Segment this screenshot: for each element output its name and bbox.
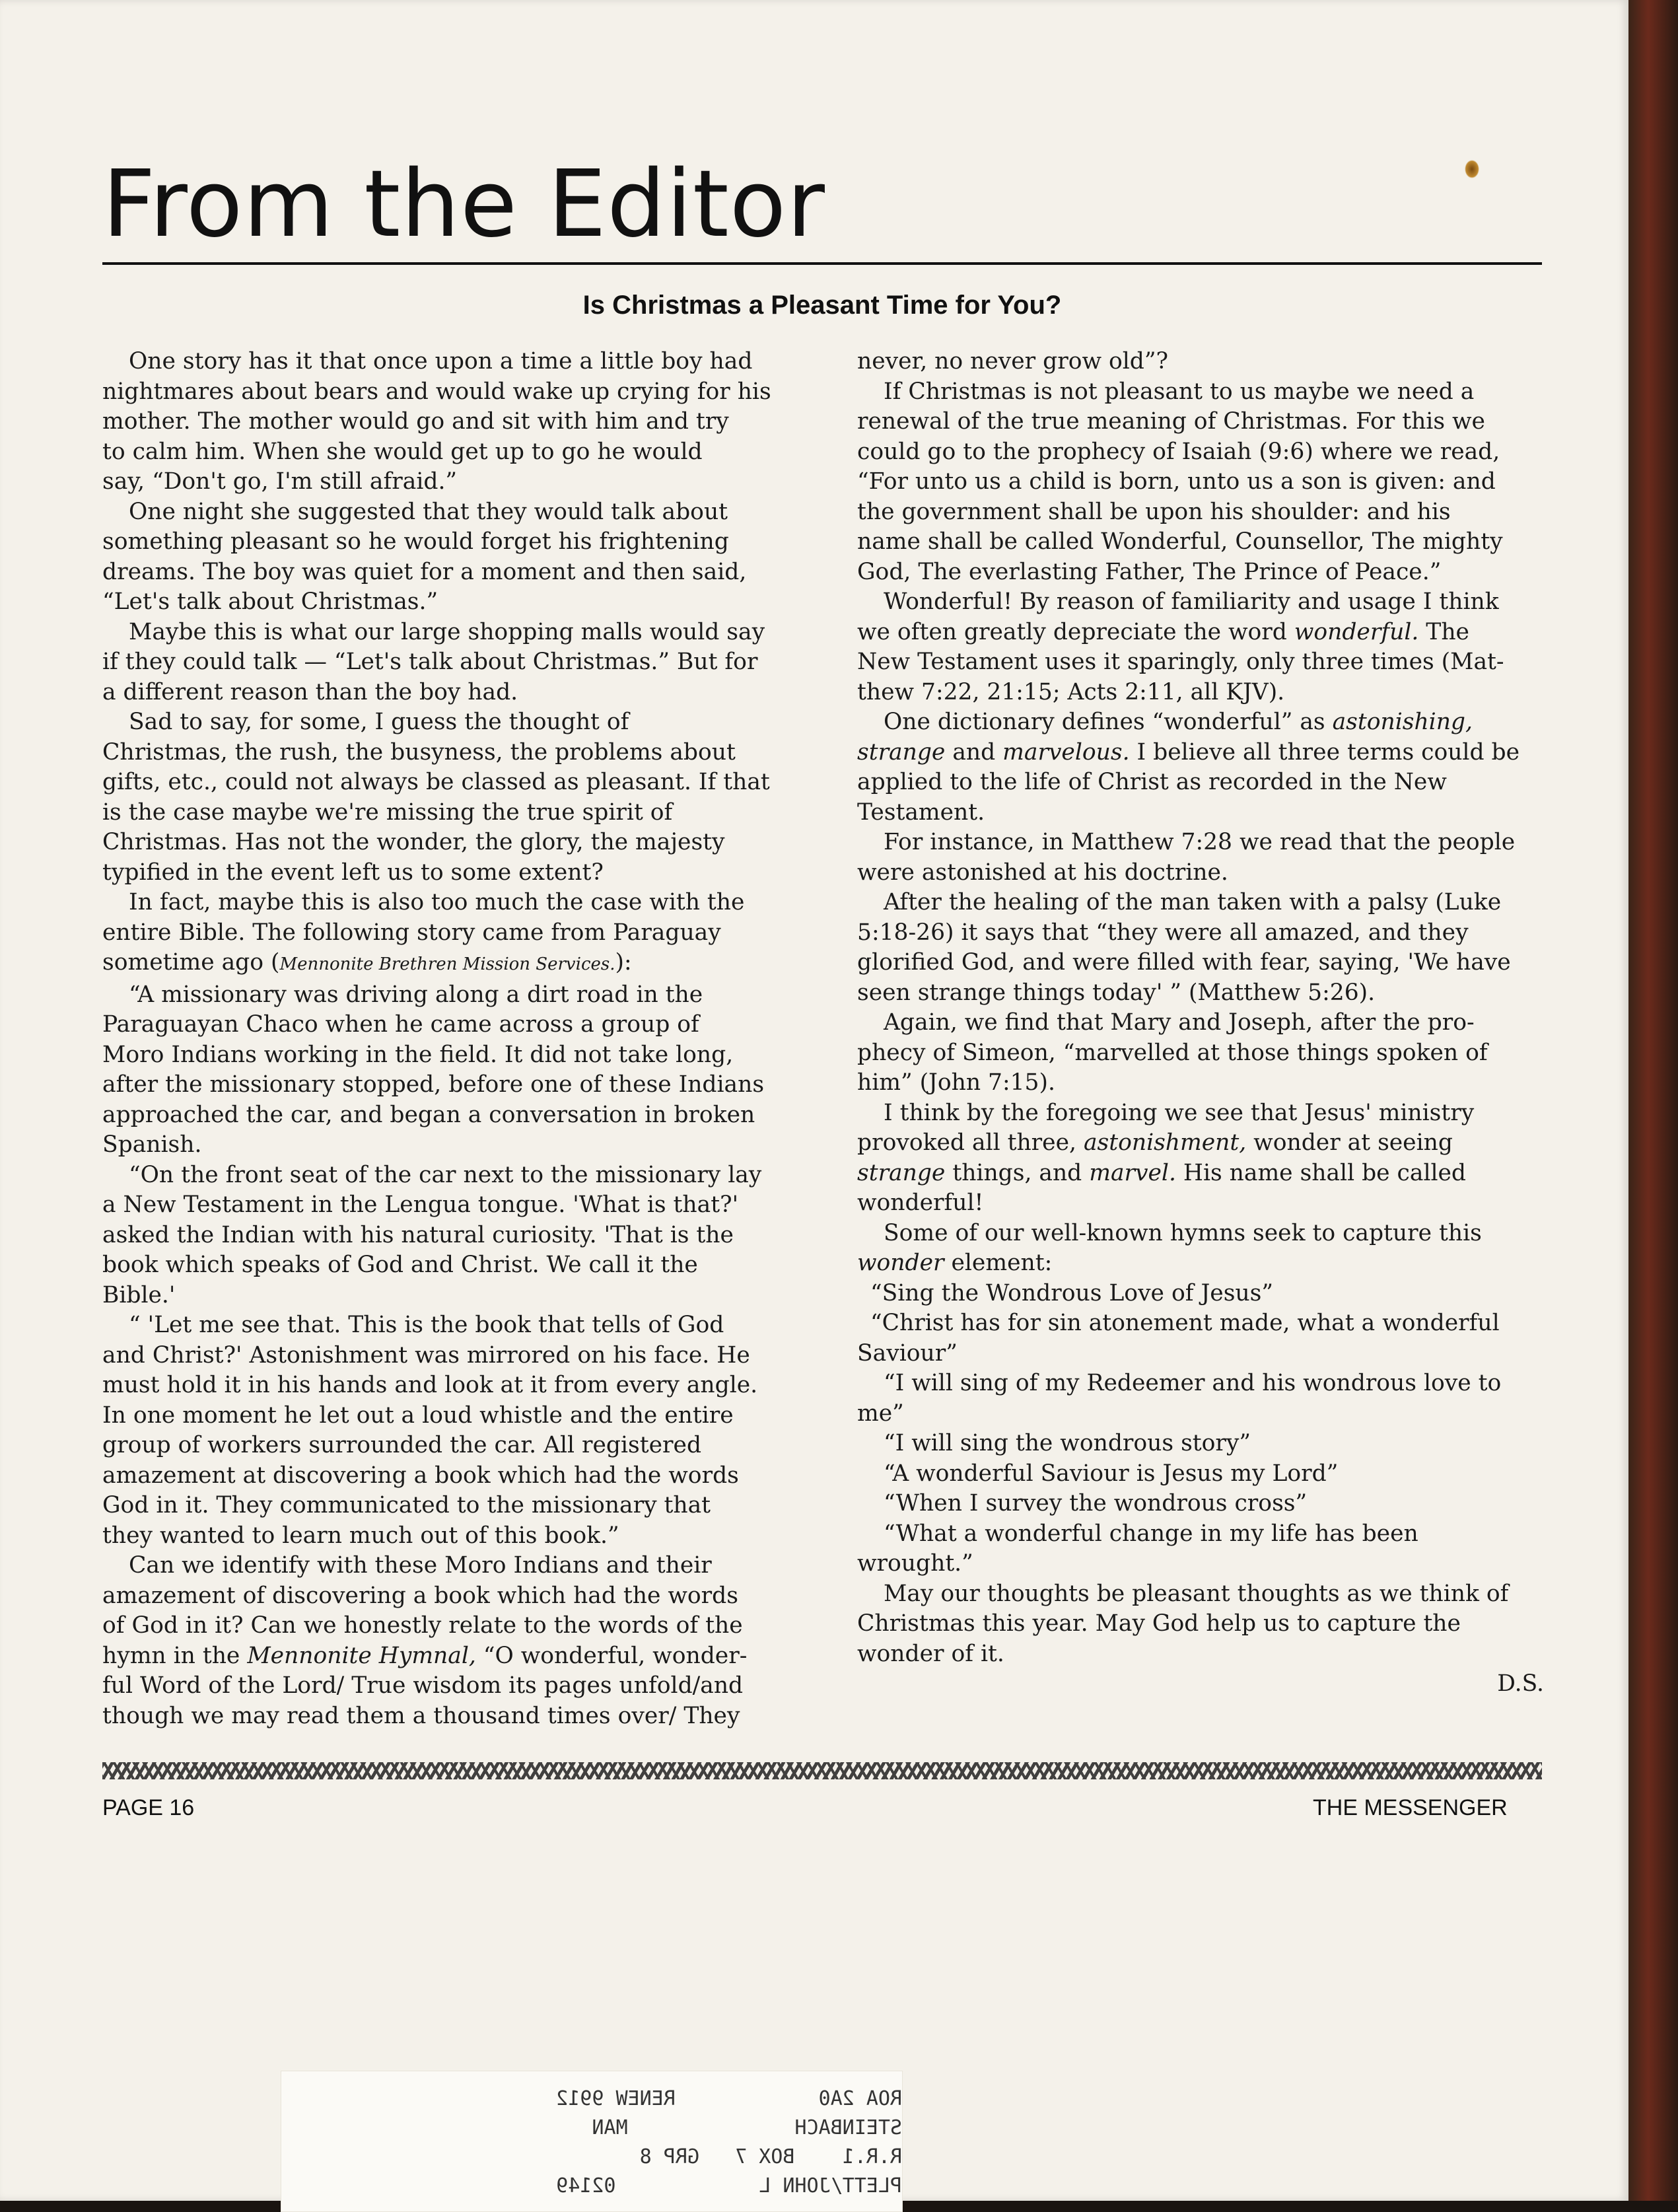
hymnal-name: Mennonite Hymnal, [247,1642,476,1669]
line-text: sometime ago ( [102,949,280,976]
hymn-title: Saviour” [857,1339,958,1367]
paragraph-line: amazement at discovering a book which had the words [102,1462,739,1489]
hymn-title: “What a wonderful change in my life has been [884,1520,1418,1547]
editor-signature: D.S. [1497,1670,1544,1697]
paragraph-line: I think by the foregoing we see that Jesus' ministry [884,1099,1475,1126]
paragraph-line: For instance, in Matthew 7:28 we read that the people [884,829,1516,855]
paragraph-line: him” (John 7:15). [857,1069,1055,1096]
paragraph-line: a New Testament in the Lengua tongue. 'What is that?' [102,1192,739,1218]
paragraph-line: and Christ?' Astonishment was mirrored on his face. He [102,1341,750,1369]
paragraph-line: In fact, maybe this is also too much the case with the [129,889,745,915]
paragraph-line [857,738,1544,768]
hymn-title: “A wonderful Saviour is Jesus my Lord” [884,1460,1339,1487]
paragraph-line: “Let's talk about Christmas.” [102,589,438,615]
paragraph-line: mother. The mother would go and sit with him and try [102,408,729,435]
paragraph-line [857,1159,1544,1189]
paragraph-line: Wonderful! By reason of familiarity and usage I think [884,589,1499,615]
paragraph-line: After the healing of the man taken with a palsy (Luke [884,889,1502,915]
page-title: From the Editor [102,151,825,258]
hymn-title: wrought.” [857,1550,973,1577]
paragraph-line [857,618,1544,648]
hymn-title: “I will sing of my Redeemer and his wondrous love to [884,1370,1502,1396]
paragraph-line: applied to the life of Christ as recorded in the New [857,769,1447,795]
paragraph-line: never, no never grow old”? [857,348,1169,375]
page-number: PAGE 16 [102,1795,195,1820]
paragraph-line: something pleasant so he would forget his frightening [102,528,729,555]
emphasis-word: astonishing, [1332,709,1473,735]
paragraph-line: Spanish. [102,1131,202,1158]
paragraph-line: One story has it that once upon a time a little boy had [129,348,753,375]
paragraph-line: dreams. The boy was quiet for a moment and then said, [102,558,747,585]
line-text: His name shall be called [1175,1159,1467,1186]
paragraph-line: the government shall be upon his shoulder: and his [857,498,1451,525]
paragraph-line: Maybe this is what our large shopping malls would say [129,618,765,645]
line-text: things, and [945,1159,1090,1186]
line-text: element: [944,1250,1053,1276]
paragraph-line: Some of our well-known hymns seek to capture this [884,1219,1482,1246]
line-text: ): [615,949,632,976]
mailing-label [281,2071,903,2212]
paragraph-line: Christmas. Has not the wonder, the glory, the majesty [102,829,725,855]
paragraph-line: were astonished at his doctrine. [857,859,1228,886]
decorative-border [102,1762,1542,1779]
paragraph-line: In one moment he let out a loud whistle and the entire [102,1402,734,1429]
paragraph-line: Moro Indians working in the field. It did not take long, [102,1041,734,1068]
emphasis-word: marvel. [1089,1159,1176,1186]
paragraph-line: One night she suggested that they would talk about [129,498,728,525]
paragraph-line: entire Bible. The following story came from Paraguay [102,919,721,946]
emphasis-word: strange [857,738,946,766]
paragraph-line: asked the Indian with his natural curiosity. 'That is the [102,1221,734,1248]
line-text: “O wonderful, wonder- [475,1642,748,1669]
line-text: The [1418,618,1469,645]
emphasis-word: astonishment, [1083,1129,1247,1156]
paragraph-line: Can we identify with these Moro Indians and their [129,1552,712,1579]
label-line: PLETT/JOHN L 02149 [556,2174,902,2197]
paragraph-line: wonder of it. [857,1640,1004,1667]
hymn-title: “Christ has for sin atonement made, what a wonderful [870,1310,1500,1336]
paragraph-line: Again, we find that Mary and Joseph, after the pro- [884,1009,1475,1036]
hymn-title: “When I survey the wondrous cross” [884,1490,1308,1516]
paragraph-line: New Testament uses it sparingly, only three times (Mat- [857,649,1504,675]
paragraph-line: renewal of the true meaning of Christmas. For this we [857,408,1485,435]
paragraph-line: seen strange things today' ” (Matthew 5:26). [857,979,1376,1006]
paragraph-line: say, “Don't go, I'm still afraid.” [102,468,458,495]
page-edge-background [1628,0,1678,2201]
paragraph-line: nightmares about bears and would wake up crying for his [102,378,771,405]
hymn-title: me” [857,1400,904,1427]
line-text: wonder at seeing [1246,1129,1453,1156]
paragraph-line [102,1641,799,1672]
paragraph-line: If Christmas is not pleasant to us maybe we need a [884,378,1475,405]
paragraph-line: typified in the event left us to some extent? [102,859,604,886]
paragraph-line: Christmas, the rush, the busyness, the problems about [102,738,736,766]
line-text: One dictionary defines “wonderful” as [884,709,1333,735]
paragraph-line: wonderful! [857,1190,984,1216]
paragraph-line: amazement of discovering a book which had the words [102,1582,738,1609]
paragraph-line: a different reason than the boy had. [102,678,518,705]
paragraph-line: Sad to say, for some, I guess the thought of [129,709,629,735]
paragraph-line: ful Word of the Lord/ True wisdom its pages unfold/and [102,1672,744,1699]
paragraph-line: glorified God, and were filled with fear, saying, 'We have [857,949,1511,976]
paragraph-line: could go to the prophecy of Isaiah (9:6) where we read, [857,438,1500,465]
paragraph-line: name shall be called Wonderful, Counsellor, The mighty [857,528,1503,555]
paragraph-line: if they could talk — “Let's talk about Christmas.” But for [102,649,758,675]
paragraph-line: though we may read them a thousand times over/ They [102,1702,740,1729]
article-right-column [857,347,1544,1699]
publication-name: THE MESSENGER [1313,1795,1508,1820]
line-text: I believe all three terms could be [1129,738,1520,766]
paragraph-line: Christmas this year. May God help us to capture the [857,1610,1461,1637]
paragraph-line: book which speaks of God and Christ. We call it the [102,1252,698,1278]
paragraph-line: “A missionary was driving along a dirt road in the [129,981,703,1008]
paragraph-line: of God in it? Can we honestly relate to the words of the [102,1612,743,1639]
stain-mark [1465,160,1479,178]
emphasis-word: wonderful. [1294,618,1419,645]
paragraph-line: “For unto us a child is born, unto us a son is given: and [857,468,1496,495]
paragraph-line [857,707,1544,738]
emphasis-word: strange [857,1159,946,1186]
label-line: STEINBACH MAN [592,2116,902,2139]
label-line: R.R.1 BOX 7 GRP 8 [639,2145,902,2168]
hymn-title: “Sing the Wondrous Love of Jesus” [870,1279,1273,1306]
paragraph-line: phecy of Simeon, “marvelled at those things spoken of [857,1039,1488,1066]
paragraph-line: after the missionary stopped, before one of these Indians [102,1071,765,1098]
paragraph-line: “ 'Let me see that. This is the book that tells of God [129,1312,724,1338]
paragraph-line: to calm him. When she would get up to go he would [102,438,703,465]
paragraph-line: Bible.' [102,1281,176,1308]
label-line: ROA 2A0 RENEW 9912 [556,2087,902,2110]
paragraph-line: May our thoughts be pleasant thoughts as we think of [884,1580,1509,1607]
paragraph-line [102,948,799,980]
emphasis-word: marvelous. [1002,738,1130,766]
paragraph-line: God in it. They communicated to the missionary that [102,1492,711,1518]
paragraph-line: Testament. [857,799,985,826]
title-rule [102,262,1542,265]
paragraph-line: Paraguayan Chaco when he came across a group of [102,1011,699,1038]
paragraph-line [857,1248,1544,1279]
paragraph-line: approached the car, and began a conversation in broken [102,1101,755,1128]
paragraph-line: group of workers surrounded the car. All registered [102,1432,702,1458]
paragraph-line: must hold it in his hands and look at it from every angle. [102,1372,758,1398]
line-text: hymn in the [102,1642,248,1669]
paragraph-line: gifts, etc., could not always be classed as pleasant. If that [102,769,770,795]
hymn-title: “I will sing the wondrous story” [884,1430,1251,1456]
line-text: we often greatly depreciate the word [857,618,1294,645]
paragraph-line: thew 7:22, 21:15; Acts 2:11, all KJV). [857,678,1285,705]
paragraph-line: is the case maybe we're missing the true spirit of [102,799,673,826]
paragraph-line: God, The everlasting Father, The Prince of Peace.” [857,558,1442,585]
line-text: provoked all three, [857,1129,1084,1156]
paragraph-line: 5:18-26) it says that “they were all amazed, and they [857,919,1469,946]
source-citation: Mennonite Brethren Mission Services. [279,954,615,974]
line-text: and [945,738,1003,766]
paragraph-line: they wanted to learn much out of this book.” [102,1522,619,1549]
article-headline: Is Christmas a Pleasant Time for You? [582,291,1062,320]
paragraph-line [857,1128,1544,1159]
article-left-column [102,347,799,1731]
paragraph-line: “On the front seat of the car next to the missionary lay [129,1161,762,1188]
emphasis-word: wonder [857,1250,944,1276]
